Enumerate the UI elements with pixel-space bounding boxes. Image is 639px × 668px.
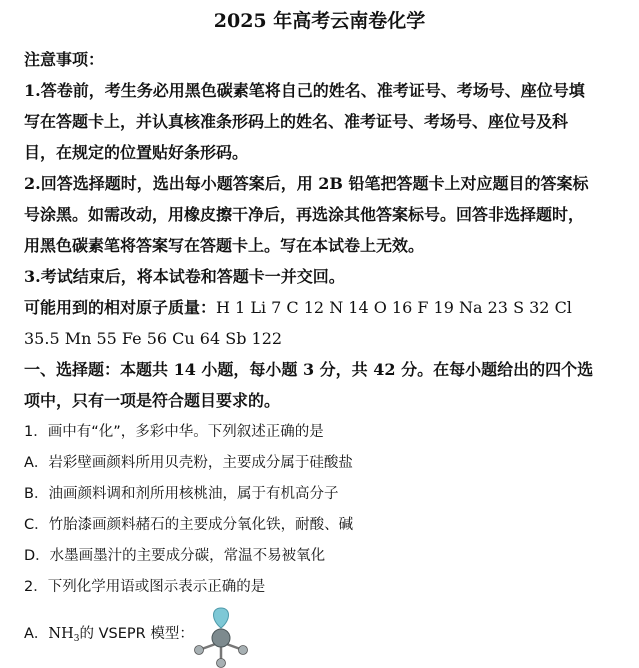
vsepr-model-image: [191, 606, 251, 668]
question-1-option-b: B．油画颜料调和剂所用核桃油，属于有机高分子: [24, 486, 339, 502]
notice-item-2-line-1: 2.回答选择题时，选出每小题答案后，用 2B 铅笔把答题卡上对应题目的答案标: [24, 174, 589, 193]
section-1-line-1: 一、选择题：本题共 14 小题，每小题 3 分，共 42 分。在每小题给出的四个选: [24, 360, 594, 379]
question-1-stem: 1．画中有“化”，多彩中华。下列叙述正确的是: [24, 424, 324, 440]
question-2-option-a: [24, 623, 620, 650]
atomic-masses-label: 可能用到的相对原子质量：: [24, 298, 217, 317]
question-1-option-c: C．竹胎漆画颜料赭石的主要成分氧化铁，耐酸、碱: [24, 517, 354, 533]
option-a-suffix: 的 VSEPR 模型：: [79, 626, 194, 642]
notice-item-1-line-3: 目，在规定的位置贴好条形码。: [24, 143, 249, 162]
notice-item-2-line-3: 用黑色碳素笔将答案写在答题卡上。写在本试卷上无效。: [24, 236, 425, 255]
hydrogen-atom-left: [195, 646, 204, 655]
option-a-formula: NH: [48, 626, 74, 642]
notice-item-2-line-2: 号涂黑。如需改动，用橡皮擦干净后，再选涂其他答案标号。回答非选择题时，: [24, 205, 585, 224]
question-1-option-d: D．水墨画墨汁的主要成分碳，常温不易被氧化: [24, 548, 326, 564]
notice-item-1-line-2: 写在答题卡上，并认真核准条形码上的姓名、准考证号、考场号、座位号及科: [24, 112, 569, 131]
nitrogen-atom: [212, 629, 230, 647]
atomic-masses-values-1: H 1 Li 7 C 12 N 14 O 16 F 19 Na 23 S 32 Cl: [216, 298, 572, 317]
notice-heading: 注意事项：: [24, 50, 105, 69]
question-2-stem: 2．下列化学用语或图示表示正确的是: [24, 579, 266, 595]
section-1-line-2: 项中，只有一项是符合题目要求的。: [24, 391, 281, 410]
notice-item-3: 3.考试结束后，将本试卷和答题卡一并交回。: [24, 267, 345, 286]
lone-pair-lobe: [214, 608, 229, 628]
atomic-masses-line-1: [24, 297, 620, 319]
question-1-option-a: A．岩彩壁画颜料所用贝壳粉，主要成分属于硅酸盐: [24, 455, 353, 471]
notice-item-1-line-1: 1.答卷前，考生务必用黑色碳素笔将自己的姓名、准考证号、考场号、座位号填: [24, 81, 585, 100]
hydrogen-atom-bottom: [217, 659, 226, 668]
hydrogen-atom-right: [239, 646, 248, 655]
option-a-prefix: A．: [24, 626, 49, 642]
option-a-subscript: 3: [73, 634, 80, 644]
atomic-masses-line-2: 35.5 Mn 55 Fe 56 Cu 64 Sb 122: [24, 329, 283, 348]
page-title: 2025 年高考云南卷化学: [213, 10, 426, 32]
